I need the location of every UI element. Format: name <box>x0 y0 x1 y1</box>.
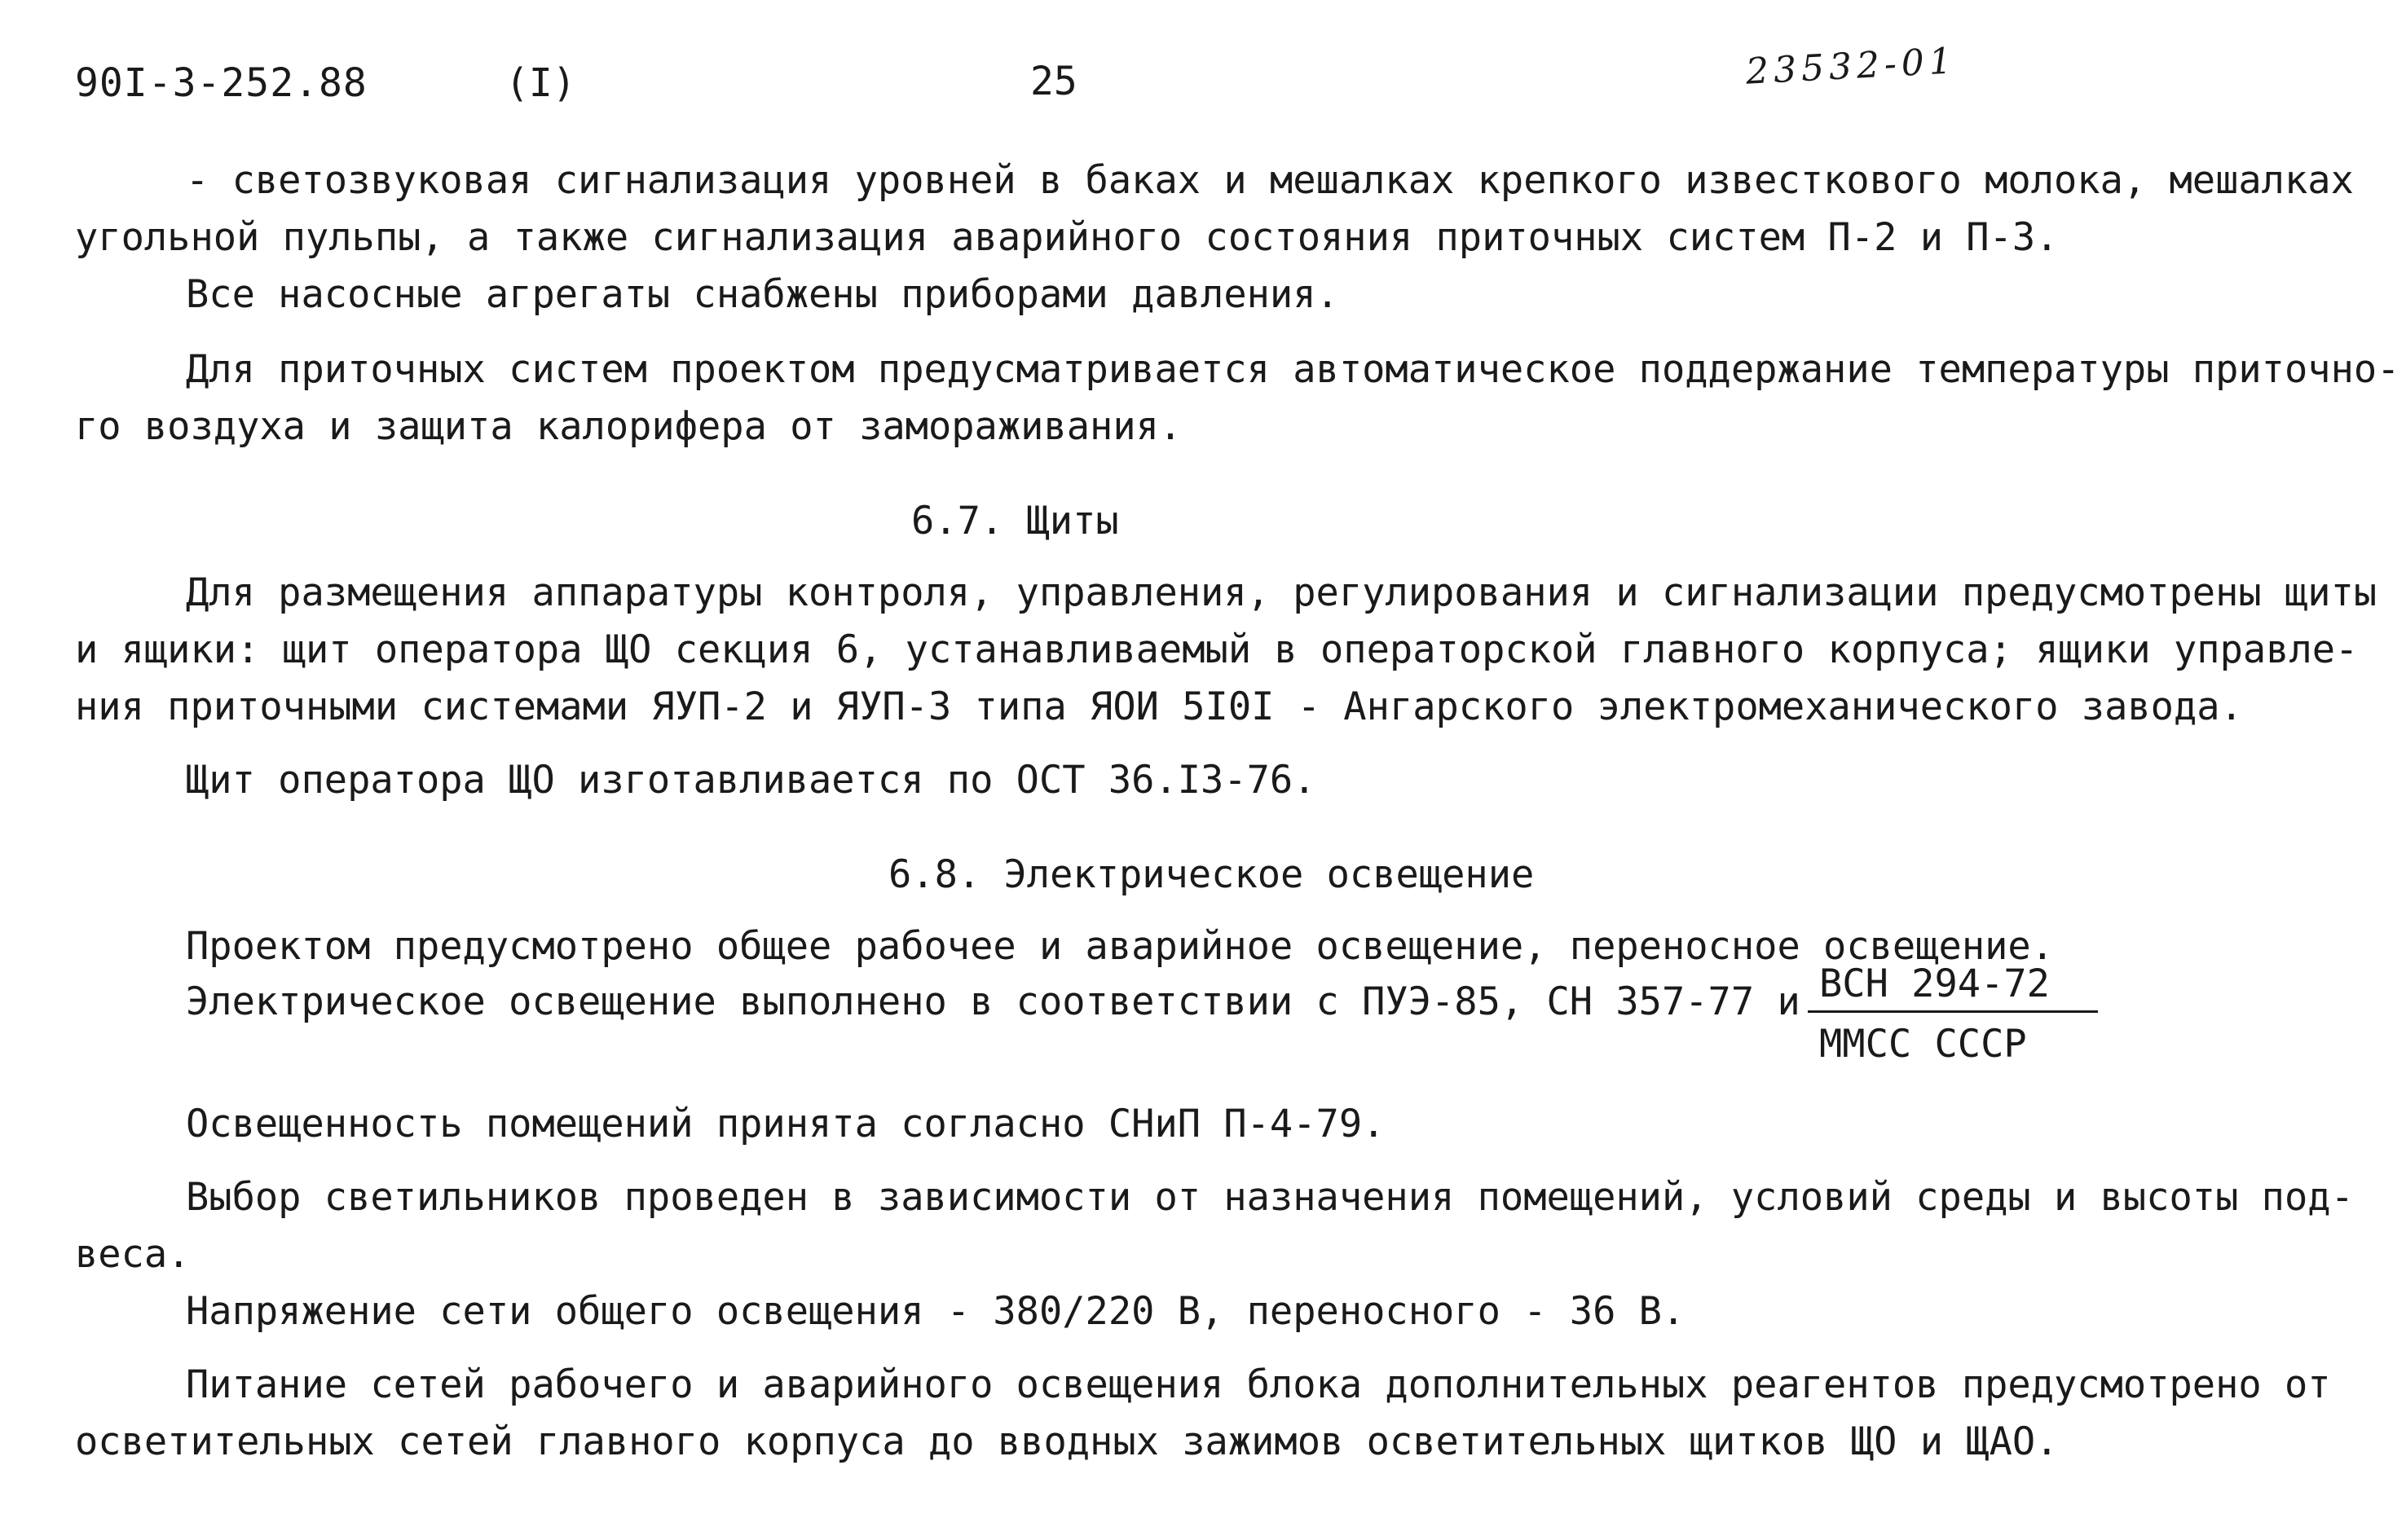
paragraph-line: ния приточными системами ЯУП-2 и ЯУП-3 типа ЯОИ 5I0I - Ангарского электромеханического завода. <box>75 684 2243 729</box>
paragraph-line: осветительных сетей главного корпуса до вводных зажимов осветительных щитков ЩО и ЩАО. <box>75 1419 2059 1464</box>
paragraph-line: веса. <box>75 1232 191 1277</box>
paragraph-line: и ящики: щит оператора ЩО секция 6, устанавливаемый в операторской главного корпуса; ящики управле- <box>75 627 2359 672</box>
section-heading-6-7: 6.7. Щиты <box>911 499 1119 543</box>
paragraph-line: Все насосные агрегаты снабжены приборами давления. <box>186 272 1339 317</box>
paragraph-line: Освещенность помещений принята согласно СНиП П-4-79. <box>186 1102 1386 1146</box>
paragraph-line: угольной пульпы, а также сигнализация аварийного состояния приточных систем П-2 и П-3. <box>75 215 2059 260</box>
archive-number: 23532-01 <box>1744 40 1958 93</box>
paragraph-line: - светозвуковая сигнализация уровней в баках и мешалках крепкого известкового молока, мешалках <box>186 158 2354 203</box>
section-mark: (I) <box>505 60 576 106</box>
paragraph-line: Напряжение сети общего освещения - 380/220 В, переносного - 36 В. <box>186 1289 1686 1334</box>
document-code: 90I-3-252.88 <box>75 60 368 106</box>
paragraph-line: Для приточных систем проектом предусматривается автоматическое поддержание температуры приточно- <box>186 347 2400 392</box>
paragraph-line: Щит оператора ЩО изготавливается по ОСТ 36.I3-76. <box>186 758 1316 803</box>
section-heading-6-8: 6.8. Электрическое освещение <box>888 852 1535 897</box>
fraction-denominator: ММСС СССР <box>1819 1022 2027 1067</box>
page-number: 25 <box>1030 59 1077 104</box>
paragraph-line: Проектом предусмотрено общее рабочее и аварийное освещение, переносное освещение. <box>186 924 2055 969</box>
fraction-numerator: ВСН 294-72 <box>1819 961 2050 1006</box>
paragraph-line: Питание сетей рабочего и аварийного освещения блока дополнительных реагентов предусмотрено от <box>186 1362 2331 1407</box>
fraction-bar <box>1808 1010 2098 1013</box>
paragraph-line: го воздуха и защита калорифера от замораживания. <box>75 404 1183 449</box>
paragraph-line: Для размещения аппаратуры контроля, управления, регулирования и сигнализации предусмотрены щиты <box>186 570 2377 615</box>
paragraph-line: Выбор светильников проведен в зависимости от назначения помещений, условий среды и высоты под- <box>186 1175 2354 1220</box>
paragraph-line: Электрическое освещение выполнено в соответствии с ПУЭ-85, СН 357-77 и <box>186 979 1800 1024</box>
